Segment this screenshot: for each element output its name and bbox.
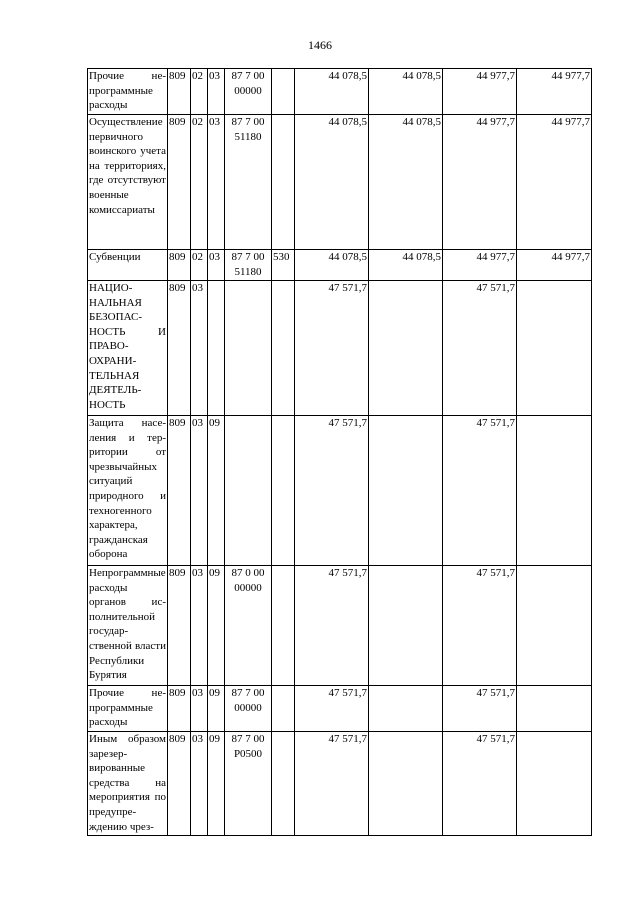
expense-type xyxy=(272,566,295,686)
table-row xyxy=(88,281,592,416)
amount-1: 47 571,7 xyxy=(295,732,369,836)
expense-type xyxy=(272,281,295,416)
amount-3: 47 571,7 xyxy=(443,416,517,566)
grbs-code: 809 xyxy=(168,69,191,115)
section-code: 03 xyxy=(191,732,208,836)
target-article-line1: 87 7 00 xyxy=(231,251,265,263)
subsection-code: 09 xyxy=(208,686,225,732)
row-name: НАЦИОНАЛЬНАЯ БЕЗОПАСНОСТЬ И ПРАВООХРАНИТЕЛЬНАЯ ДЕЯТЕЛЬНОСТЬ xyxy=(88,281,168,416)
subsection-code: 03 xyxy=(208,69,225,115)
amount-3: 44 977,7 xyxy=(443,250,517,281)
target-article xyxy=(225,250,272,281)
row-name: Прочие непрограммные расходы xyxy=(88,69,168,115)
amount-1: 47 571,7 xyxy=(295,566,369,686)
grbs-code: 809 xyxy=(168,732,191,836)
expense-type xyxy=(272,686,295,732)
table-row xyxy=(88,686,592,732)
expense-type: 530 xyxy=(272,250,295,281)
subsection-code: 09 xyxy=(208,416,225,566)
row-name: Субвенции xyxy=(88,250,168,281)
subsection-code: 09 xyxy=(208,566,225,686)
amount-1: 47 571,7 xyxy=(295,281,369,416)
amount-3: 47 571,7 xyxy=(443,281,517,416)
section-code: 03 xyxy=(191,281,208,416)
grbs-code: 809 xyxy=(168,566,191,686)
target-article-line1: 87 7 00 xyxy=(231,70,265,82)
subsection-code: 03 xyxy=(208,115,225,250)
grbs-code: 809 xyxy=(168,115,191,250)
amount-4 xyxy=(517,281,592,416)
target-article-line1: 87 7 00 xyxy=(231,116,265,128)
row-name: Защита населения и территории от чрезвычайных ситуаций природного и техногенного характера, гражданская оборона xyxy=(88,416,168,566)
amount-4 xyxy=(517,732,592,836)
amount-3: 47 571,7 xyxy=(443,732,517,836)
row-name: Осуществление первичного воинского учета на территориях, где отсутствуют военные комиссариаты xyxy=(88,115,168,250)
amount-1: 47 571,7 xyxy=(295,416,369,566)
section-code: 02 xyxy=(191,69,208,115)
section-code: 02 xyxy=(191,115,208,250)
table-row xyxy=(88,732,592,836)
amount-3: 44 977,7 xyxy=(443,115,517,250)
amount-2 xyxy=(369,281,443,416)
target-article xyxy=(225,732,272,836)
subsection-code xyxy=(208,281,225,416)
amount-4 xyxy=(517,566,592,686)
section-code: 03 xyxy=(191,566,208,686)
amount-3: 47 571,7 xyxy=(443,686,517,732)
grbs-code: 809 xyxy=(168,281,191,416)
target-article-line2: 00000 xyxy=(234,581,262,594)
section-code: 03 xyxy=(191,416,208,566)
expense-type xyxy=(272,69,295,115)
page-number: 1466 xyxy=(308,38,332,52)
target-article xyxy=(225,281,272,416)
amount-2: 44 078,5 xyxy=(369,115,443,250)
target-article-line2: 51180 xyxy=(234,130,262,143)
amount-3: 44 977,7 xyxy=(443,69,517,115)
amount-4 xyxy=(517,686,592,732)
grbs-code: 809 xyxy=(168,686,191,732)
amount-2 xyxy=(369,416,443,566)
expense-type xyxy=(272,732,295,836)
target-article-line2: 00000 xyxy=(234,701,262,714)
amount-2: 44 078,5 xyxy=(369,69,443,115)
target-article xyxy=(225,115,272,250)
amount-4: 44 977,7 xyxy=(517,115,592,250)
table-row xyxy=(88,69,592,115)
table-row xyxy=(88,115,592,250)
target-article-line2: Р0500 xyxy=(233,747,263,760)
grbs-code: 809 xyxy=(168,250,191,281)
amount-1: 44 078,5 xyxy=(295,69,369,115)
amount-4 xyxy=(517,416,592,566)
amount-1: 47 571,7 xyxy=(295,686,369,732)
target-article-line2: 51180 xyxy=(234,265,262,278)
target-article-line1: 87 7 00 xyxy=(231,687,265,699)
amount-2 xyxy=(369,732,443,836)
target-article xyxy=(225,566,272,686)
row-name: Иным образом зарезервированные средства на мероприятия по предупреждению чрез- xyxy=(88,732,168,836)
target-article-line1: 87 7 00 xyxy=(231,733,265,745)
table-row xyxy=(88,416,592,566)
amount-2 xyxy=(369,566,443,686)
expense-type xyxy=(272,115,295,250)
target-article-line2: 00000 xyxy=(234,84,262,97)
target-article xyxy=(225,416,272,566)
section-code: 02 xyxy=(191,250,208,281)
target-article xyxy=(225,69,272,115)
budget-table xyxy=(87,68,592,836)
amount-1: 44 078,5 xyxy=(295,250,369,281)
table-row xyxy=(88,250,592,281)
target-article-line1: 87 0 00 xyxy=(231,567,265,579)
target-article xyxy=(225,686,272,732)
section-code: 03 xyxy=(191,686,208,732)
amount-3: 47 571,7 xyxy=(443,566,517,686)
amount-4: 44 977,7 xyxy=(517,250,592,281)
amount-4: 44 977,7 xyxy=(517,69,592,115)
amount-2: 44 078,5 xyxy=(369,250,443,281)
amount-2 xyxy=(369,686,443,732)
grbs-code: 809 xyxy=(168,416,191,566)
subsection-code: 09 xyxy=(208,732,225,836)
row-name: Прочие непрограммные расходы xyxy=(88,686,168,732)
expense-type xyxy=(272,416,295,566)
row-name: Непрограммные расходы органов исполнительной государственной власти Республики Бурятия xyxy=(88,566,168,686)
amount-1: 44 078,5 xyxy=(295,115,369,250)
subsection-code: 03 xyxy=(208,250,225,281)
table-row xyxy=(88,566,592,686)
